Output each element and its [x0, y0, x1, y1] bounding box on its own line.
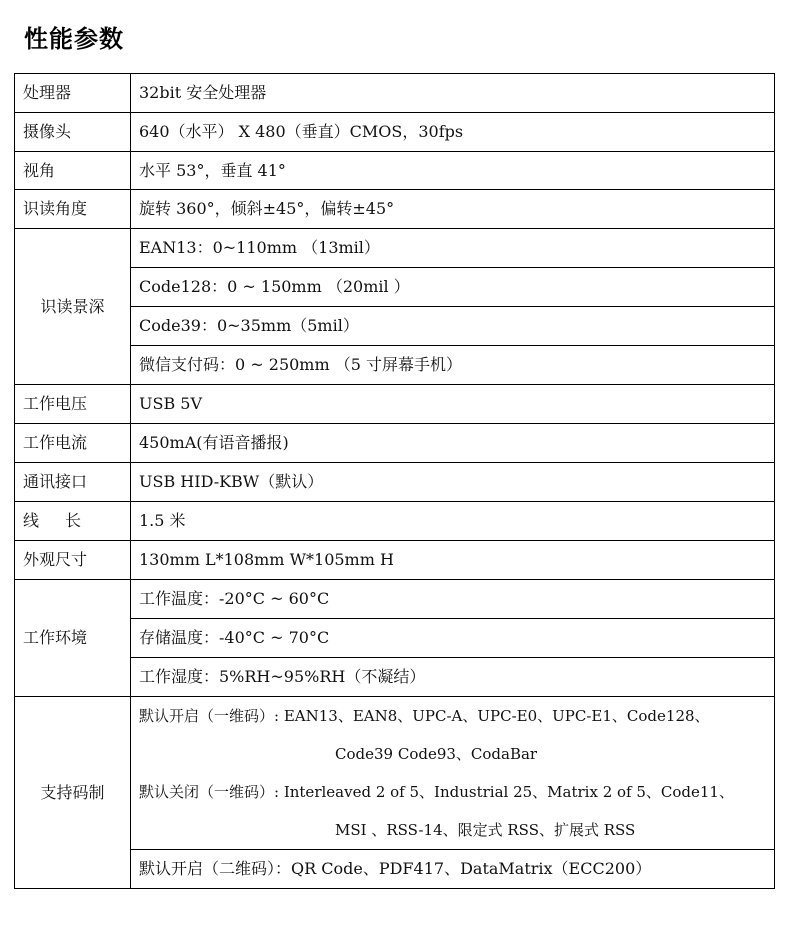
row-value: 32bit 安全处理器: [131, 74, 775, 113]
symbology-line: MSI 、RSS-14、限定式 RSS、扩展式 RSS: [335, 821, 636, 839]
row-label: 通讯接口: [15, 463, 131, 502]
row-label: 工作环境: [15, 580, 131, 697]
row-value: [131, 697, 775, 850]
row-label: 识读角度: [15, 190, 131, 229]
row-value: Code39：0~35mm（5mil）: [131, 307, 775, 346]
row-value: 存储温度：-40°C ~ 70°C: [131, 619, 775, 658]
table-row: [15, 190, 775, 229]
cable-label-first: 线: [23, 511, 66, 530]
table-row: [15, 74, 775, 113]
row-label: 支持码制: [15, 697, 131, 889]
table-row: [15, 697, 775, 850]
row-value: 640（水平） X 480（垂直）CMOS，30fps: [131, 113, 775, 152]
row-label: 工作电流: [15, 424, 131, 463]
row-label: [15, 502, 131, 541]
table-row: [15, 424, 775, 463]
row-value: 130mm L*108mm W*105mm H: [131, 541, 775, 580]
row-value: USB HID-KBW（默认）: [131, 463, 775, 502]
table-row: [15, 463, 775, 502]
row-value: 旋转 360°，倾斜±45°，偏转±45°: [131, 190, 775, 229]
row-value: 默认开启（二维码）：QR Code、PDF417、DataMatrix（ECC200）: [131, 850, 775, 889]
row-value: 450mA(有语音播报): [131, 424, 775, 463]
row-label: 摄像头: [15, 113, 131, 152]
row-label: 处理器: [15, 74, 131, 113]
row-value: USB 5V: [131, 385, 775, 424]
table-row: [15, 541, 775, 580]
symbology-line: 默认开启（一维码）: EAN13、EAN8、UPC-A、UPC-E0、UPC-E1、Code128、: [139, 707, 710, 725]
spec-table: [14, 73, 775, 889]
symbology-line: Code39 Code93、CodaBar: [335, 745, 538, 763]
cable-label-second: 长: [65, 511, 82, 530]
page-title: 性能参数: [24, 25, 124, 53]
row-label: 识读景深: [15, 229, 131, 385]
row-label: 视角: [15, 152, 131, 190]
table-row: [15, 580, 775, 619]
table-row: [15, 385, 775, 424]
table-row: [15, 113, 775, 152]
table-row: [15, 152, 775, 190]
row-value: 工作温度：-20°C ~ 60°C: [131, 580, 775, 619]
table-row: [15, 229, 775, 268]
row-label: 外观尺寸: [15, 541, 131, 580]
symbology-line: 默认关闭（一维码）: Interleaved 2 of 5、Industrial 25、Matrix 2 of 5、Code11、: [139, 783, 734, 801]
table-row: [15, 502, 775, 541]
row-value: 微信支付码：0 ~ 250mm （5 寸屏幕手机）: [131, 346, 775, 385]
row-value: 水平 53°，垂直 41°: [131, 152, 775, 190]
row-label: 工作电压: [15, 385, 131, 424]
row-value: 工作湿度：5%RH~95%RH（不凝结）: [131, 658, 775, 697]
row-value: EAN13：0~110mm （13mil）: [131, 229, 775, 268]
row-value: 1.5 米: [131, 502, 775, 541]
row-value: Code128：0 ~ 150mm （20mil ）: [131, 268, 775, 307]
